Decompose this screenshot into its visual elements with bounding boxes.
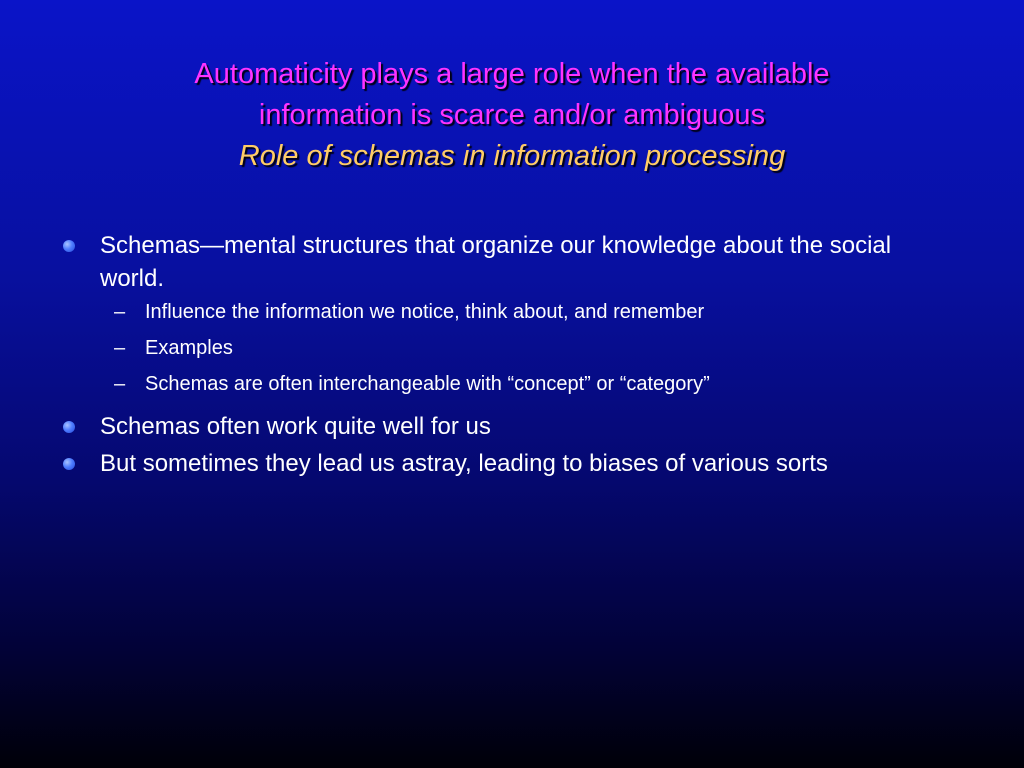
dash-icon: –: [114, 373, 126, 395]
sub-bullet-item: [60, 299, 940, 326]
bullet-item-work-well: [60, 410, 940, 443]
sub-bullet-text: Examples: [145, 337, 233, 359]
bullet-dot-icon: [63, 458, 75, 470]
sub-bullet-list: [60, 299, 940, 398]
bullet-dot-icon: [63, 421, 75, 433]
bullet-text: But sometimes they lead us astray, leading to biases of various sorts: [100, 450, 828, 477]
title-line-2: information is scarce and/or ambiguous: [258, 99, 766, 131]
bullet-list: [60, 229, 940, 484]
bullet-dot-icon: [63, 240, 75, 252]
sub-bullet-text: Schemas are often interchangeable with “concept” or “category”: [145, 373, 710, 395]
dash-icon: –: [114, 301, 126, 323]
slide-title: [60, 54, 964, 177]
bullet-item-astray: [60, 447, 940, 480]
title-line-1: Automaticity plays a large role when the available: [194, 58, 830, 90]
sub-bullet-item: [60, 371, 940, 398]
bullet-text: Schemas—mental structures that organize our knowledge about the social world.: [100, 232, 892, 292]
bullet-item-schemas: [60, 229, 940, 295]
title-subtitle: Role of schemas in information processing: [238, 140, 786, 172]
sub-bullet-text: Influence the information we notice, think about, and remember: [145, 301, 705, 323]
dash-icon: –: [114, 337, 126, 359]
sub-bullet-item: [60, 335, 940, 362]
bullet-text: Schemas often work quite well for us: [100, 413, 491, 440]
